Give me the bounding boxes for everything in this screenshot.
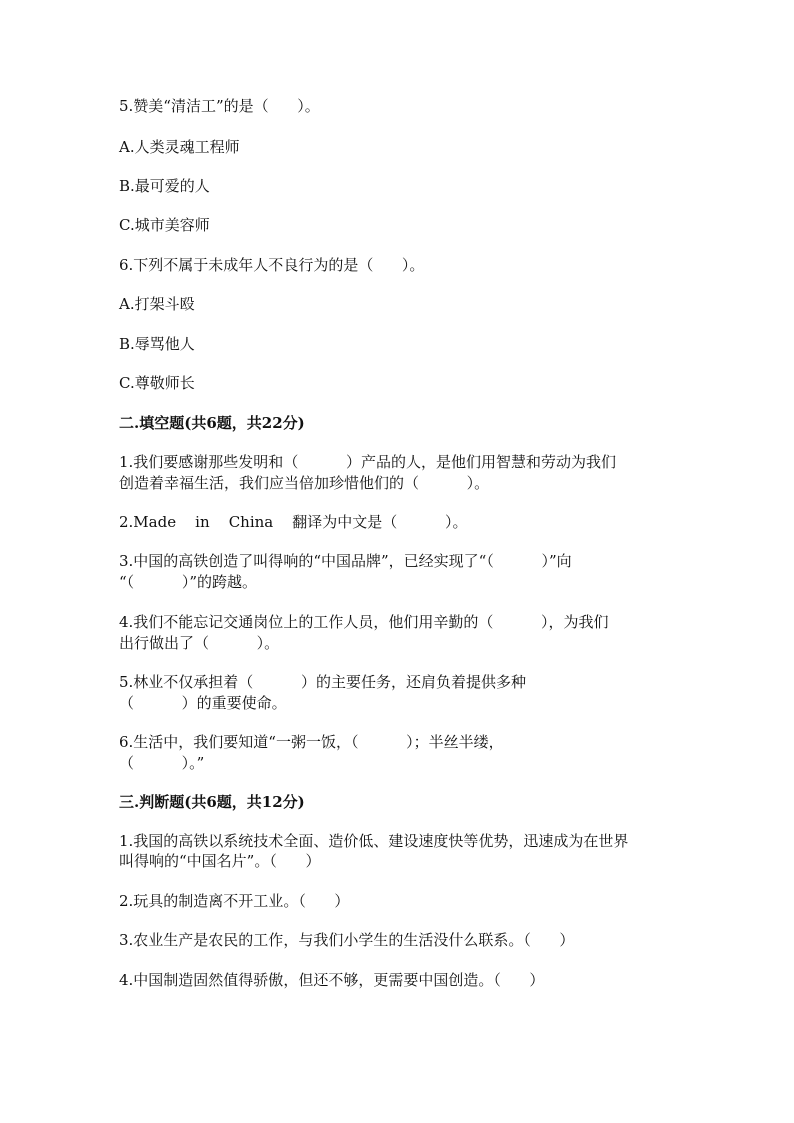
question-5-stem: 5.赞美“清洁工”的是（ ）。 [119, 97, 320, 115]
judge-item-1-line-1: 1.我国的高铁以系统技术全面、造价低、建设速度快等优势，迅速成为在世界 [119, 832, 629, 850]
question-5-option-a: A.人类灵魂工程师 [119, 138, 240, 156]
fill-item-6-line-2: （ ）。” [119, 754, 205, 772]
judge-item-1-line-2: 叫得响的“中国名片”。（ ） [119, 852, 321, 870]
question-6-stem: 6.下列不属于未成年人不良行为的是（ ）。 [119, 256, 425, 274]
fill-item-4-line-2: 出行做出了（ ）。 [119, 634, 280, 652]
judge-item-2: 2.玩具的制造离不开工业。（ ） [119, 892, 350, 910]
fill-item-1-line-1: 1.我们要感谢那些发明和（ ）产品的人，是他们用智慧和劳动为我们 [119, 453, 616, 471]
question-6-option-b: B.辱骂他人 [119, 335, 195, 353]
fill-item-3-line-2: “（ ）”的跨越。 [119, 573, 258, 591]
judge-item-4: 4.中国制造固然值得骄傲，但还不够，更需要中国创造。（ ） [119, 971, 545, 989]
fill-item-5-line-1: 5.林业不仅承担着（ ）的主要任务，还肩负着提供多种 [119, 673, 526, 691]
question-5-option-b: B.最可爱的人 [119, 177, 210, 195]
fill-item-2: 2.Made in China 翻译为中文是（ ）。 [119, 513, 468, 531]
judge-section-heading: 三.判断题(共6题，共12分) [119, 793, 305, 811]
fill-item-1-line-2: 创造着幸福生活，我们应当倍加珍惜他们的（ ）。 [119, 474, 490, 492]
fill-section-heading: 二.填空题(共6题，共22分) [119, 414, 305, 432]
fill-item-5-line-2: （ ）的重要使命。 [119, 694, 287, 712]
fill-item-6-line-1: 6.生活中，我们要知道“一粥一饭，（ ）；半丝半缕， [119, 733, 504, 751]
question-6-option-c: C.尊敬师长 [119, 374, 195, 392]
judge-item-3: 3.农业生产是农民的工作，与我们小学生的生活没什么联系。（ ） [119, 931, 575, 949]
question-5-option-c: C.城市美容师 [119, 216, 210, 234]
fill-item-3-line-1: 3.中国的高铁创造了叫得响的“中国品牌”，已经实现了“（ ）”向 [119, 552, 572, 570]
fill-item-4-line-1: 4.我们不能忘记交通岗位上的工作人员，他们用辛勤的（ ），为我们 [119, 613, 609, 631]
question-6-option-a: A.打架斗殴 [119, 295, 195, 313]
